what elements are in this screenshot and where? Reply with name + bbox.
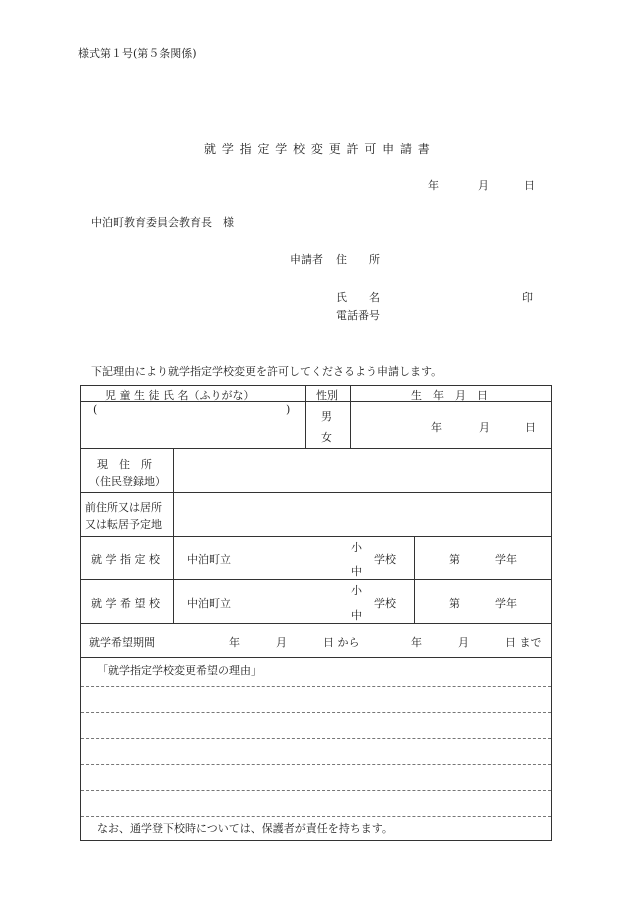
period-end-year: 年 [411,636,422,649]
gender-male: 男 [321,410,332,423]
table-rule [81,579,551,580]
birth-month-label: 月 [479,421,490,434]
table-rule [173,448,174,623]
gender-female: 女 [321,431,332,444]
table-rule [81,623,551,624]
table-rule [81,448,551,449]
designated-school-label: 就 学 指 定 校 [91,553,160,566]
date-month-label: 月 [478,179,489,192]
desired-town-prefix: 中泊町立 [187,597,231,610]
designated-grade-suffix: 学年 [495,553,517,566]
desired-grade-suffix: 学年 [495,597,517,610]
table-rule [81,536,551,537]
applicant-address-label: 住 所 [336,253,380,266]
date-day-label: 日 [524,179,535,192]
table-rule [305,386,306,448]
reason-line [81,712,551,713]
date-year-label: 年 [428,179,439,192]
desired-junior-high: 中 [351,609,362,622]
designated-elementary: 小 [351,541,362,554]
table-rule [414,536,415,623]
previous-address-label: 前住所又は居所 [85,501,162,514]
birth-day-label: 日 [525,421,536,434]
previous-address-sublabel: 又は転居予定地 [85,518,162,531]
form-number: 様式第１号(第５条関係) [78,47,197,60]
table-rule [81,657,551,658]
seal-mark: 印 [522,291,533,304]
applicant-name-label: 氏 名 [336,291,380,304]
birth-year-label: 年 [431,421,442,434]
current-address-sublabel: （住民登録地） [89,475,166,488]
period-label: 就学希望期間 [89,636,155,649]
reason-label: 「就学指定学校変更希望の理由」 [97,664,262,677]
reason-line [81,764,551,765]
addressee: 中泊町教育委員会教育長 様 [91,216,234,229]
furigana-paren-close: ) [286,403,291,416]
table-rule [350,386,351,448]
applicant-phone-label: 電話番号 [336,309,380,322]
period-end-month: 月 [458,636,469,649]
desired-elementary: 小 [351,584,362,597]
period-start-year: 年 [229,636,240,649]
designated-town-prefix: 中泊町立 [187,553,231,566]
table-rule [81,492,551,493]
request-text: 下記理由により就学指定学校変更を許可してくださるよう申請します。 [91,365,443,378]
period-start-month: 月 [276,636,287,649]
furigana-paren-open: ( [93,403,98,416]
reason-line [81,738,551,739]
current-address-label: 現 住 所 [97,458,152,471]
designated-grade-prefix: 第 [449,553,460,566]
reason-line [81,790,551,791]
header-birthdate: 生 年 月 日 [411,389,488,402]
period-end-day: 日 まで [505,636,542,649]
desired-school-suffix: 学校 [374,597,396,610]
header-gender: 性別 [316,389,338,402]
page-title: 就 学 指 定 学 校 変 更 許 可 申 請 書 [204,142,431,156]
desired-grade-prefix: 第 [449,597,460,610]
designated-school-suffix: 学校 [374,553,396,566]
applicant-label: 申請者 [290,253,323,266]
designated-junior-high: 中 [351,565,362,578]
desired-school-label: 就 学 希 望 校 [91,597,160,610]
period-start-day: 日 から [323,636,360,649]
reason-line [81,816,551,817]
header-student-name: 児 童 生 徒 氏 名（ふりがな） [105,389,255,402]
application-table [80,385,552,841]
reason-line [81,686,551,687]
footer-note: なお、通学登下校時については、保護者が責任を持ちます。 [97,822,393,835]
